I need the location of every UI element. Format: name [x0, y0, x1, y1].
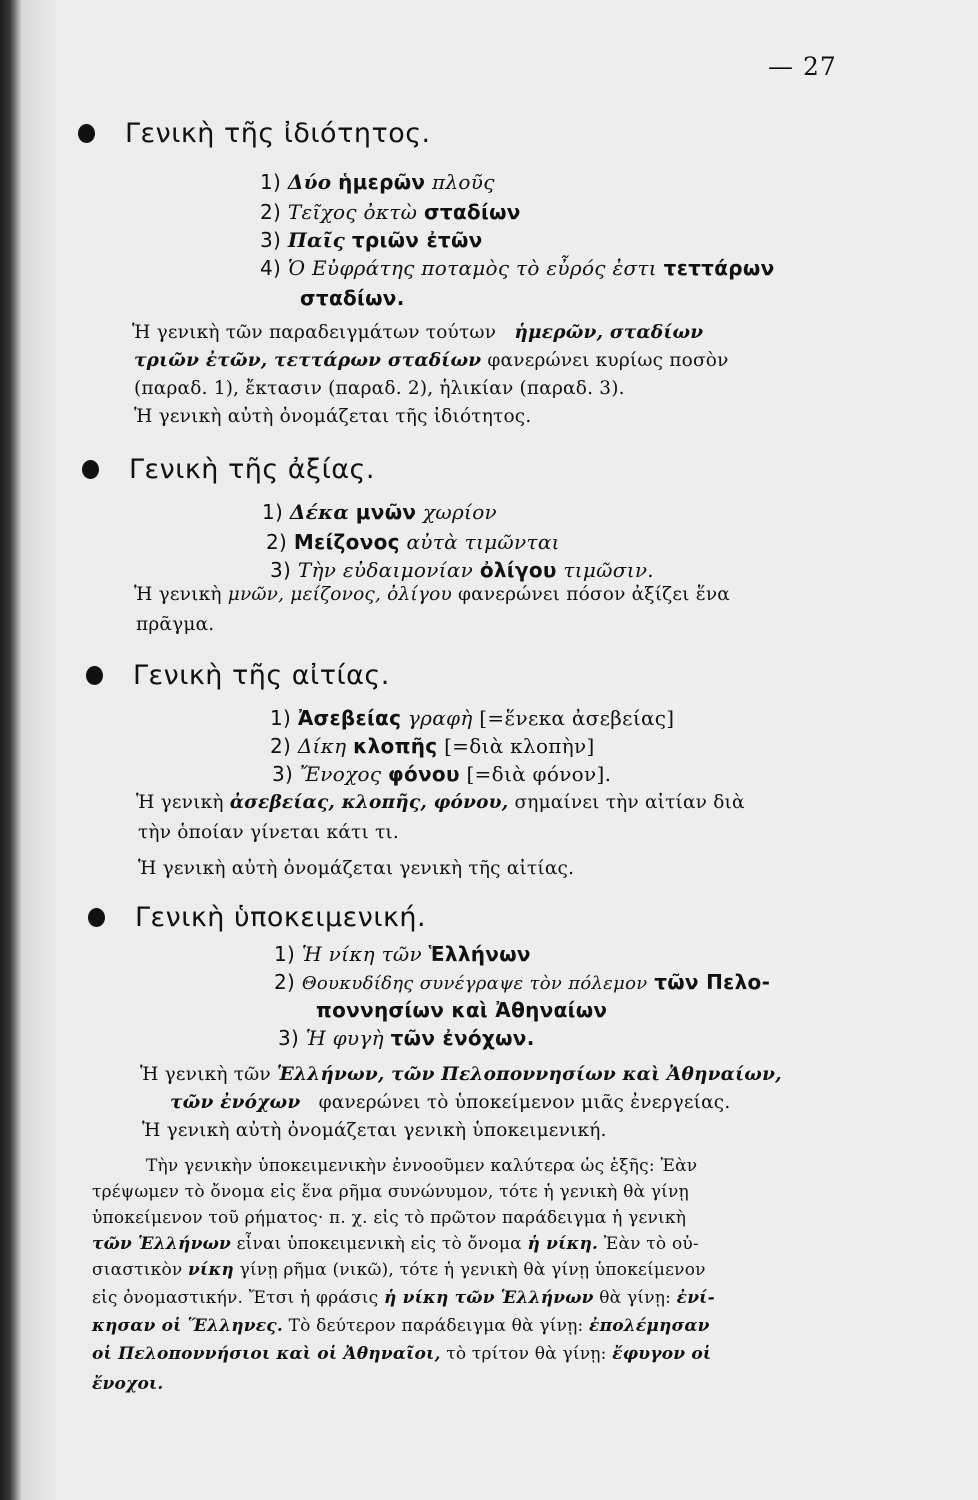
bullet-icon — [88, 908, 105, 927]
closing-line: τρέψωμεν τὸ ὄνομα εἰς ἕνα ρῆμα συνώνυμον, τότε ἡ γενικὴ θὰ γίνῃ — [92, 1182, 689, 1202]
paragraph-line: Ἡ γενικὴ τῶν παραδειγμάτων τούτων ἡμερῶν, σταδίων — [132, 322, 704, 343]
closing-line: ὑποκείμενον τοῦ ρήματος· π. χ. εἰς τὸ πρῶτον παράδειγμα ἡ γενικὴ — [92, 1208, 687, 1228]
closing-line: τῶν Ἑλλήνων εἶναι ὑποκειμενικὴ εἰς τὸ ὄνομα ἡ νίκη. Ἐὰν τὸ οὐ- — [92, 1234, 699, 1254]
example-line: 1) Δύο ἡμερῶν πλοῦς — [260, 170, 495, 194]
paragraph-line: Ἡ γενικὴ αὐτὴ ὀνομάζεται γενικὴ τῆς αἰτίας. — [138, 858, 575, 879]
section-heading-ypokeimeniki — [88, 902, 426, 933]
paragraph-line: Ἡ γενικὴ αὐτὴ ὀνομάζεται τῆς ἰδιότητος. — [134, 406, 532, 427]
bullet-icon — [82, 460, 99, 479]
heading-text: Γενικὴ τῆς αἰτίας. — [133, 660, 390, 691]
heading-text: Γενικὴ τῆς ἀξίας. — [129, 454, 375, 485]
section-heading-axias — [82, 454, 375, 485]
paragraph-line: τῶν ἐνόχων φανερώνει τὸ ὑποκείμενον μιᾶς ἐνεργείας. — [170, 1092, 731, 1113]
paragraph-line: τὴν ὁποίαν γίνεται κάτι τι. — [138, 822, 399, 843]
closing-line: κησαν οἱ Ἕλληνες. Τὸ δεύτερον παράδειγμα θὰ γίνῃ: ἐπολέμησαν — [92, 1316, 710, 1336]
example-line: 4) Ὁ Εὐφράτης ποταμὸς τὸ εὖρός ἐστι τεττάρων — [260, 256, 775, 280]
example-line: 1) Ἡ νίκη τῶν Ἑλλήνων — [274, 942, 531, 966]
example-line: 2) Θουκυδίδης συνέγραψε τὸν πόλεμον τῶν Πελο- — [274, 970, 771, 994]
page-number: — 27 — [768, 52, 837, 81]
heading-text: Γενικὴ τῆς ἰδιότητος. — [125, 118, 431, 149]
paragraph-line: τριῶν ἐτῶν, τεττάρων σταδίων φανερώνει κυρίως ποσὸν — [134, 350, 729, 371]
example-line: 2) Δίκη κλοπῆς [=διὰ κλοπὴν] — [270, 734, 595, 758]
paragraph-line: Ἡ γενικὴ τῶν Ἑλλήνων, τῶν Πελοποννησίων καὶ Ἀθηναίων, — [140, 1064, 782, 1085]
example-line: ποννησίων καὶ Ἀθηναίων — [316, 998, 608, 1022]
example-line: 3) Ἔνοχος φόνου [=διὰ φόνον]. — [272, 762, 612, 786]
example-line: 2) Τεῖχος ὀκτὼ σταδίων — [260, 200, 521, 224]
paragraph-line: Ἡ γενικὴ ἀσεβείας, κλοπῆς, φόνου, σημαίνει τὴν αἰτίαν διὰ — [136, 792, 745, 813]
example-line: 1) Ἀσεβείας γραφὴ [=ἕνεκα ἀσεβείας] — [270, 706, 675, 730]
closing-line: Τὴν γενικὴν ὑποκειμενικὴν ἐννοοῦμεν καλύτερα ὡς ἑξῆς: Ἐὰν — [146, 1156, 698, 1176]
example-line: 2) Μείζονος αὐτὰ τιμῶνται — [266, 530, 560, 554]
section-heading-idiotitos — [78, 118, 431, 149]
bullet-icon — [86, 666, 103, 685]
bullet-icon — [78, 124, 95, 143]
closing-line: σιαστικὸν νίκη γίνῃ ρῆμα (νικῶ), τότε ἡ γενικὴ θὰ γίνῃ ὑποκείμενον — [92, 1260, 706, 1280]
paragraph-line: Ἡ γενικὴ μνῶν, μείζονος, ὀλίγου φανερώνει πόσον ἀξίζει ἕνα — [134, 584, 730, 605]
heading-text: Γενικὴ ὑποκειμενική. — [135, 902, 427, 933]
example-line: 3) Ἡ φυγὴ τῶν ἐνόχων. — [278, 1026, 535, 1050]
paragraph-line: (παραδ. 1), ἔκτασιν (παραδ. 2), ἡλικίαν (παραδ. 3). — [134, 378, 625, 399]
closing-line: εἰς ὀνομαστικήν. Ἔτσι ἡ φράσις ἡ νίκη τῶν Ἑλλήνων θὰ γίνῃ: ἐνί- — [92, 1288, 715, 1308]
section-heading-aitias — [86, 660, 390, 691]
closing-line: οἱ Πελοποννήσιοι καὶ οἱ Ἀθηναῖοι, τὸ τρίτον θὰ γίνῃ: ἔφυγον οἱ — [92, 1344, 712, 1364]
example-line: 3) Τὴν εὐδαιμονίαν ὀλίγου τιμῶσιν. — [270, 558, 654, 582]
paragraph-line: πρᾶγμα. — [136, 614, 215, 635]
paragraph-line: Ἡ γενικὴ αὐτὴ ὀνομάζεται γενικὴ ὑποκειμενική. — [142, 1120, 607, 1141]
example-line: 1) Δέκα μνῶν χωρίον — [262, 500, 497, 524]
example-line: σταδίων. — [300, 286, 405, 310]
closing-line: ἔνοχοι. — [92, 1374, 164, 1394]
example-line: 3) Παῖς τριῶν ἐτῶν — [260, 228, 483, 252]
